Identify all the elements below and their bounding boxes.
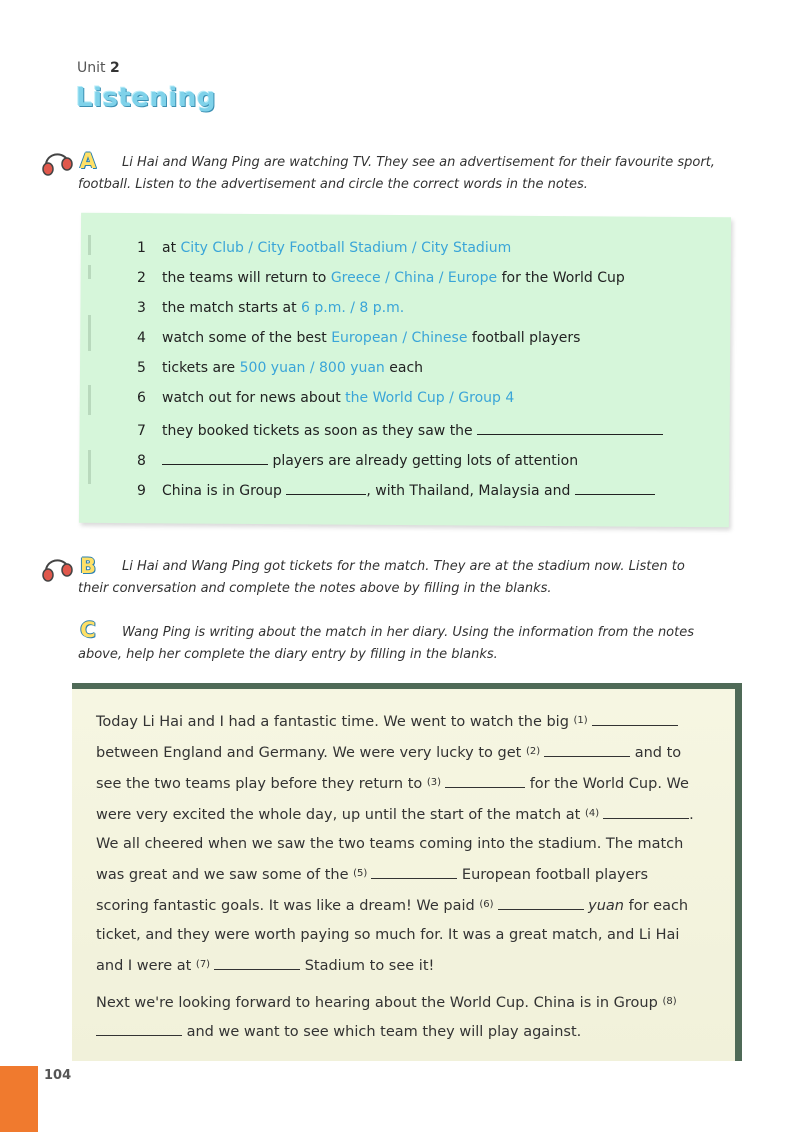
fill-blank[interactable] — [477, 420, 663, 435]
section-b-instruction: Li Hai and Wang Ping got tickets for the match. They are at the stadium now. Listen to their conversation and complete the notes above by filling in the blanks. — [78, 559, 685, 596]
notes-list — [137, 240, 697, 510]
section-a-letter: A — [79, 149, 97, 173]
answer-options[interactable]: 500 yuan / 800 yuan — [239, 360, 385, 376]
answer-options[interactable]: European / Chinese — [331, 330, 468, 346]
blank-index: (1) — [573, 715, 588, 726]
blank-index: (3) — [426, 777, 442, 788]
blank-index: (7) — [195, 959, 211, 970]
diary-blank[interactable] — [592, 711, 678, 726]
headphones-icon — [40, 150, 76, 176]
note-item: 1 at City Club / City Football Stadium / City Stadium — [137, 240, 512, 256]
headphones-icon — [40, 556, 76, 582]
diary-blank[interactable] — [371, 864, 457, 879]
page-edge-tab — [0, 1066, 38, 1132]
answer-options[interactable]: Greece / China / Europe — [330, 270, 498, 286]
section-c-instruction: Wang Ping is writing about the match in her diary. Using the information from the notes above, help her complete the diary entry by filling in the blanks. — [78, 625, 694, 662]
note-item: 2 the teams will return to Greece / China / Europe for the World Cup — [137, 270, 625, 286]
note-item: 8 players are already getting lots of attention — [137, 450, 697, 480]
blank-index: (2) — [525, 746, 541, 757]
note-item: 3 the match starts at 6 p.m. / 8 p.m. — [137, 300, 405, 316]
section-c-letter: C — [80, 618, 96, 642]
unit-label: Unit 2 — [77, 60, 120, 76]
page-number: 104 — [44, 1068, 72, 1083]
answer-options[interactable]: City Club / City Football Stadium / City Stadium — [180, 240, 512, 256]
diary-blank[interactable] — [445, 773, 525, 788]
diary-blank[interactable] — [544, 742, 630, 757]
section-a-instruction: Li Hai and Wang Ping are watching TV. They see an advertisement for their favourite sport, football. Listen to the advertisement and circle the correct words in the notes. — [78, 155, 715, 192]
note-item: 7 they booked tickets as soon as they saw the — [137, 420, 697, 450]
diary-blank[interactable] — [603, 804, 689, 819]
note-item: 4 watch some of the best European / Chinese football players — [137, 330, 581, 346]
diary-blank[interactable] — [96, 1021, 182, 1036]
diary-paragraph: Today Li Hai and I had a fantastic time. We went to watch the big $^{(1)}$ between England and Germany. We were very lucky to get $^{(2)}$ and to see the two teams play before they return to $^{(3)}$ for the World Cup. We were very excited the whole day, up until the start of the match at $^{(4)}$ . We all cheered when we saw the two teams coming into the stadium. The match was great and we saw some of the $^{(5)}$ European football players scoring fantastic goals. It was like a dream! We paid $^{(6)}$ yuan for each ticket, and they were worth paying so much for. It was a great match, and Li Hai and I were at $^{(7)}$ Stadium to see it! — [96, 706, 696, 981]
blank-index: (5) — [353, 868, 368, 879]
note-item: 5 tickets are 500 yuan / 800 yuan each — [137, 360, 424, 376]
blank-index: (8) — [662, 996, 677, 1007]
fill-blank[interactable] — [286, 480, 366, 495]
section-b-letter: B — [79, 554, 96, 578]
note-item: 9 China is in Group , with Thailand, Malaysia and — [137, 480, 697, 510]
blank-index: (6) — [479, 899, 494, 910]
page-title: Listening — [76, 83, 217, 113]
answer-options[interactable]: 6 p.m. / 8 p.m. — [301, 300, 405, 316]
answer-options[interactable]: the World Cup / Group 4 — [345, 390, 515, 406]
blank-index: (4) — [584, 808, 600, 819]
diary-paragraph: Next we're looking forward to hearing about the World Cup. China is in Group $^{(8)}$ and we want to see which team they will play against. — [96, 995, 677, 1040]
note-item: 6 watch out for news about the World Cup / Group 4 — [137, 390, 515, 406]
unit-number: 2 — [109, 60, 120, 76]
diary-blank[interactable] — [214, 955, 300, 970]
diary-blank[interactable] — [498, 895, 584, 910]
notebook-tabs-decoration — [85, 225, 99, 505]
fill-blank[interactable] — [162, 450, 268, 465]
fill-blank[interactable] — [575, 480, 655, 495]
diary-entry — [96, 706, 696, 1053]
